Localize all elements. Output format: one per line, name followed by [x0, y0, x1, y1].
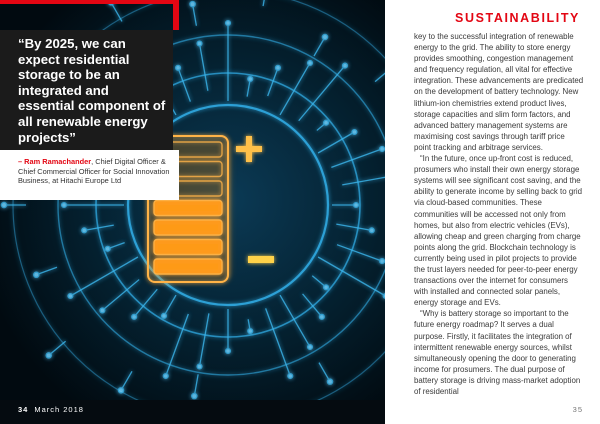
red-accent-bar: [0, 0, 179, 4]
issue-date: March 2018: [34, 405, 84, 414]
attribution-role: , Chief Digital Officer & Chief Commercial Officer for Social Innovation Business, at Hitachi Europe Ltd: [18, 157, 170, 186]
article-paragraph: key to the successful integration of renewable energy to the grid. The ability to store energy provides smoothing, congestion management and frequency regulation, all vital for effective integration. These advancements are predicated on the development of battery technology. New lithium-ion chemistries extend product lives, storage capacities and slim form factors, and advanced battery management systems are maximising cost savings through tariff price point tracking and arbitrage services.: [414, 32, 584, 152]
article-paragraph: “In the future, once up-front cost is reduced, prosumers who install their own energy storage systems will see significant cost saving, and the ability to generate income by selling back to grid via cloud-based communities. These communities will be accessed not only from homes, but also from electric vehicles (EVs), allowing cheap and green charging from charge points along the grid. Blockchain technology is currently being used in pilot projects to provide the trust layers needed for peer-to-peer energy transactions over the internet for consumers with installed and connected solar panels, energy storage and EVs.: [414, 154, 582, 308]
battery-cell: [154, 259, 222, 274]
battery-cell: [154, 220, 222, 235]
article-paragraph: “Why is battery storage so important to the future energy roadmap? It serves a dual purpose. Firstly, it facilitates the integration of intermittent renewable energy sources, whilst simultaneously opening the door to generating income for prosumers. The dual purpose of battery storage is driving mass-market adoption of residential: [414, 309, 581, 396]
pull-quote: “By 2025, we can expect residential storage to be an integrated and essential component of all renewable energy projects”: [18, 36, 166, 145]
attribution-dash: –: [18, 157, 25, 166]
right-page-number: 35: [572, 405, 583, 414]
red-accent-corner: [173, 0, 179, 30]
battery-cell: [154, 240, 222, 255]
section-title: SUSTAINABILITY: [455, 11, 580, 25]
left-page-number: 34: [18, 405, 29, 414]
attribution-name: Ram Ramachander: [24, 157, 92, 166]
left-folio: [18, 405, 84, 414]
battery-cell: [154, 201, 222, 216]
quote-attribution: [18, 157, 176, 186]
article-body: [414, 31, 584, 397]
